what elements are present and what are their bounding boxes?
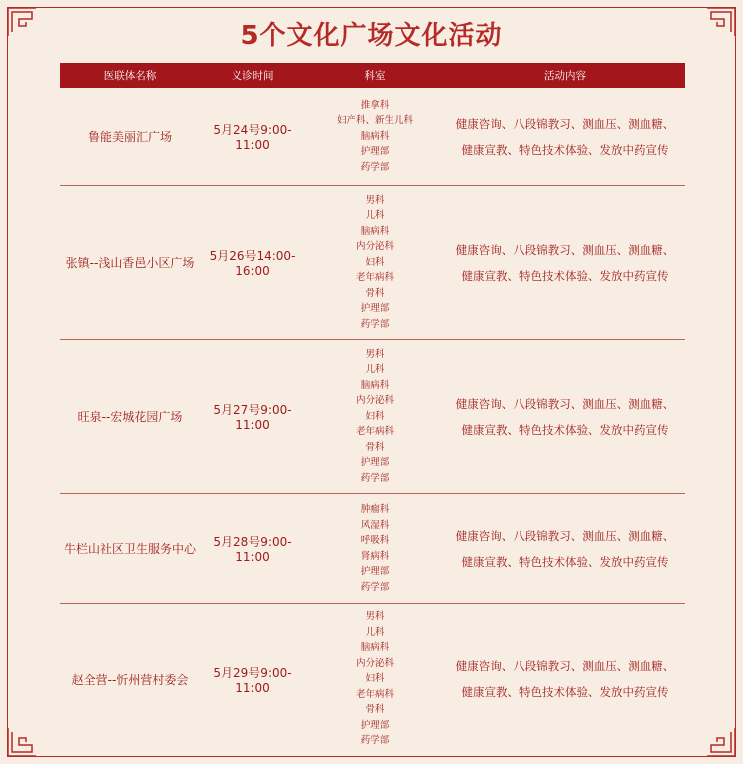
department-item: 骨科 [365, 704, 385, 716]
activity-line: 健康咨询、八段锦教习、测血压、测血糖、 [455, 242, 675, 257]
department-item: 药学部 [360, 318, 390, 330]
department-item: 药学部 [360, 161, 390, 173]
department-item: 药学部 [360, 472, 390, 484]
table-row [60, 494, 685, 604]
department-item: 儿科 [365, 210, 385, 222]
department-item: 脑病科 [360, 130, 390, 142]
org-name: 旺泉--宏城花园广场 [77, 410, 183, 424]
org-name: 鲁能美丽汇广场 [87, 130, 172, 144]
header-clinic-time: 义诊时间 [231, 70, 274, 82]
department-item: 老年病科 [355, 272, 394, 284]
activity-table [60, 63, 685, 754]
activity-content [445, 523, 685, 575]
department-item: 儿科 [365, 626, 385, 638]
activity-content [445, 111, 685, 163]
department-item: 护理部 [360, 719, 390, 731]
department-item: 风湿科 [360, 519, 390, 531]
clinic-time: 5月29号9:00-11:00 [213, 665, 292, 695]
department-item: 呼吸科 [360, 535, 390, 546]
activity-content [445, 237, 685, 289]
department-item: 男科 [365, 194, 385, 206]
department-item: 肿瘤科 [360, 504, 390, 515]
department-item: 护理部 [360, 146, 390, 158]
department-list [305, 98, 445, 176]
department-list [305, 193, 445, 333]
department-item: 儿科 [365, 364, 385, 376]
department-item: 护理部 [360, 566, 390, 577]
org-name: 张镇--浅山香邑小区广场 [65, 256, 195, 270]
activity-line: 健康咨询、八段锦教习、测血压、测血糖、 [455, 116, 675, 131]
org-name: 赵全营--忻州营村委会 [71, 672, 189, 687]
header-org-name: 医联体名称 [103, 70, 157, 82]
table-header [60, 63, 685, 88]
activity-line: 健康宣教、特色技术体验、发放中药宣传 [461, 422, 669, 437]
corner-ornament-bottom-right [706, 727, 736, 757]
clinic-time: 5月24号9:00-11:00 [213, 123, 292, 152]
department-item: 肾病科 [360, 550, 390, 562]
table-row [60, 340, 685, 494]
activity-content [445, 653, 685, 705]
header-activity: 活动内容 [544, 70, 586, 82]
department-item: 脑病科 [360, 225, 390, 237]
clinic-time: 5月27号9:00-11:00 [213, 403, 292, 432]
table-row [60, 88, 685, 186]
department-item: 内分泌科 [355, 657, 394, 669]
department-item: 妇科 [365, 256, 385, 268]
table-row [60, 186, 685, 340]
activity-line: 健康咨询、八段锦教习、测血压、测血糖、 [455, 528, 675, 543]
department-list [305, 502, 445, 595]
activity-line: 健康咨询、八段锦教习、测血压、测血糖、 [455, 396, 675, 411]
department-item: 脑病科 [360, 642, 390, 654]
department-item: 药学部 [360, 735, 390, 747]
department-item: 老年病科 [355, 688, 394, 700]
page-title: 5个文化广场文化活动 [240, 21, 503, 51]
activity-content [445, 391, 685, 443]
clinic-time: 5月28号9:00-11:00 [213, 535, 292, 564]
department-item: 内分泌科 [355, 241, 394, 253]
department-item: 妇科 [365, 410, 385, 422]
department-item: 骨科 [365, 441, 385, 453]
department-list [305, 347, 445, 487]
activity-line: 健康宣教、特色技术体验、发放中药宣传 [461, 685, 669, 699]
department-item: 药学部 [360, 581, 390, 593]
activity-line: 健康宣教、特色技术体验、发放中药宣传 [461, 142, 669, 157]
department-item: 男科 [365, 348, 385, 360]
department-item: 男科 [365, 611, 385, 623]
department-item: 护理部 [360, 457, 390, 469]
department-list [305, 609, 445, 749]
org-name: 牛栏山社区卫生服务中心 [63, 542, 196, 556]
corner-ornament-bottom-left [7, 727, 37, 757]
activity-line: 健康咨询、八段锦教习、测血压、测血糖、 [455, 659, 675, 673]
department-item: 护理部 [360, 303, 390, 315]
department-item: 老年病科 [355, 426, 394, 438]
department-item: 妇产科、新生儿科 [336, 115, 413, 127]
department-item: 推拿科 [360, 99, 390, 111]
activity-line: 健康宣教、特色技术体验、发放中药宣传 [461, 554, 669, 569]
clinic-time: 5月26号14:00-16:00 [209, 249, 296, 278]
header-department: 科室 [364, 70, 386, 82]
table-row [60, 604, 685, 754]
department-item: 骨科 [365, 287, 385, 299]
department-item: 脑病科 [360, 379, 390, 391]
activity-line: 健康宣教、特色技术体验、发放中药宣传 [461, 268, 669, 283]
department-item: 妇科 [365, 673, 385, 685]
department-item: 内分泌科 [355, 395, 394, 407]
